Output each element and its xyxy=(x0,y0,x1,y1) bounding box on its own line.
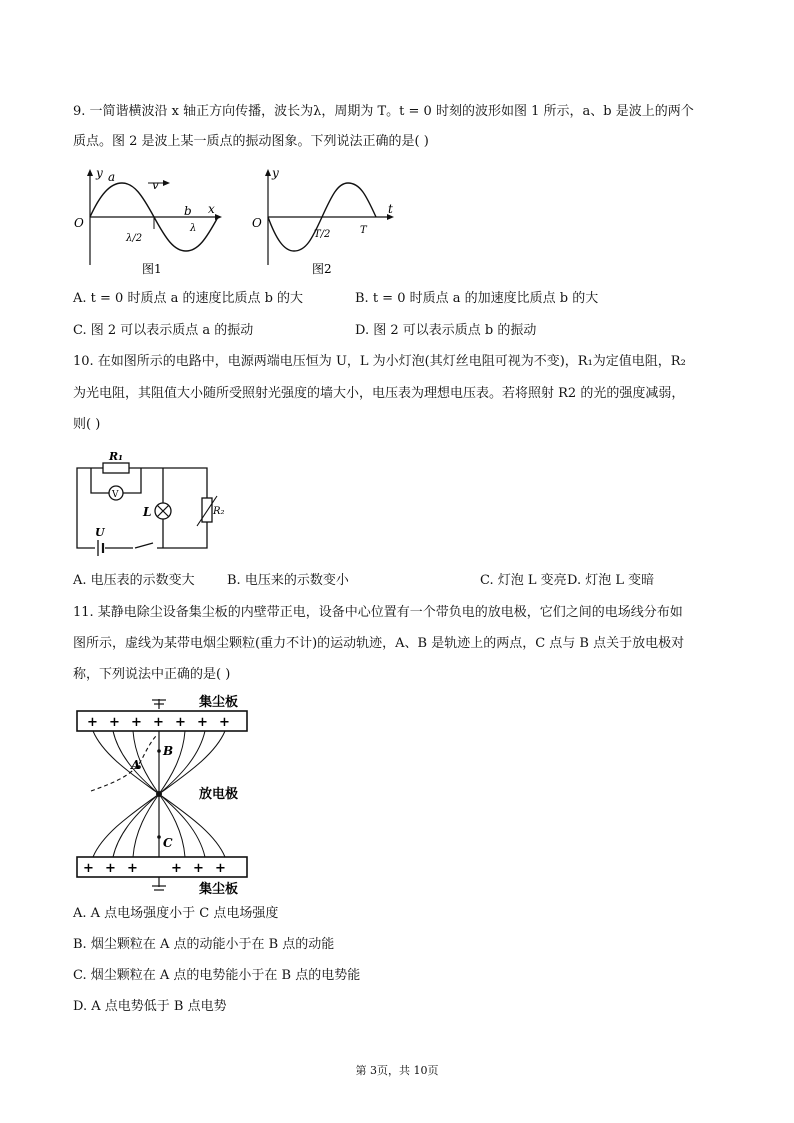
q11-stem-line-3: 称，下列说法中正确的是( ) xyxy=(73,667,231,682)
voltmeter-label: V xyxy=(112,490,119,500)
source-u-label: U xyxy=(95,526,105,539)
top-plate-plus-1: + xyxy=(87,715,98,730)
point-a-label: A xyxy=(131,758,141,772)
fig2-half-T-label: T/2 xyxy=(314,229,331,240)
q10-option-a[interactable]: A. 电压表的示数变大 xyxy=(73,573,195,588)
q10-stem-line-3: 则( ) xyxy=(73,417,101,432)
q9-option-c[interactable]: C. 图 2 可以表示质点 a 的振动 xyxy=(73,323,254,338)
q11-option-a[interactable]: A. A 点电场强度小于 C 点电场强度 xyxy=(73,906,279,921)
bottom-plate-plus-1: + xyxy=(83,861,94,876)
bottom-plate-plus-6: + xyxy=(215,861,226,876)
fig2-y-label: y xyxy=(272,166,279,180)
top-plate-plus-6: + xyxy=(197,715,208,730)
q10-option-b[interactable]: B. 电压来的示数变小 xyxy=(227,573,349,588)
fig1-b-label: b xyxy=(184,204,192,218)
q10-option-d[interactable]: D. 灯泡 L 变暗 xyxy=(567,573,655,588)
fig2-t-label: t xyxy=(388,202,393,216)
fig1-lambda-label: λ xyxy=(190,223,197,234)
q11-stem-line-1: 11. 某静电除尘设备集尘板的内壁带正电，设备中心位置有一个带负电的放电极，它们之间的电场线分布如 xyxy=(73,605,683,620)
r1-label: R₁ xyxy=(109,450,123,463)
bottom-plate-label: 集尘板 xyxy=(199,882,239,897)
q10-stem-line-1: 10. 在如图所示的电路中，电源两端电压恒为 U，L 为小灯泡(其灯丝电阻可视为不变)，R₁为定值电阻，R₂ xyxy=(73,354,686,369)
q9-option-d[interactable]: D. 图 2 可以表示质点 b 的振动 xyxy=(355,323,537,338)
q9-stem-line-2: 质点。图 2 是波上某一质点的振动图象。下列说法正确的是( ) xyxy=(73,134,429,149)
q11-electrostatic-figure xyxy=(73,695,263,895)
bottom-plate-plus-5: + xyxy=(193,861,204,876)
lamp-label: L xyxy=(143,505,152,519)
bottom-plate-plus-4: + xyxy=(171,861,182,876)
bottom-plate-plus-3: + xyxy=(127,861,138,876)
fig2-caption: 图2 xyxy=(312,262,332,276)
q9-figure-2 xyxy=(250,165,410,280)
q11-stem-line-2: 图所示，虚线为某带电烟尘颗粒(重力不计)的运动轨迹，A、B 是轨迹上的两点，C 点与 B 点关于放电极对 xyxy=(73,636,685,651)
r2-label: R₂ xyxy=(213,506,225,517)
fig1-caption: 图1 xyxy=(142,262,162,276)
q11-option-c[interactable]: C. 烟尘颗粒在 A 点的电势能小于在 B 点的电势能 xyxy=(73,968,361,983)
q9-figure-1 xyxy=(70,165,230,280)
fig1-o-label: O xyxy=(74,216,84,230)
q10-option-c[interactable]: C. 灯泡 L 变亮 xyxy=(480,573,567,588)
fig1-v-label: v xyxy=(152,178,159,192)
fig2-T-label: T xyxy=(360,225,367,236)
q10-circuit-diagram xyxy=(73,448,225,553)
top-plate-plus-4: + xyxy=(153,715,164,730)
fig1-x-label: x xyxy=(208,202,215,216)
q11-option-d[interactable]: D. A 点电势低于 B 点电势 xyxy=(73,999,227,1014)
fig2-o-label: O xyxy=(252,216,262,230)
q11-option-b[interactable]: B. 烟尘颗粒在 A 点的动能小于在 B 点的动能 xyxy=(73,937,335,952)
q10-stem-line-2: 为光电阻，其阻值大小随所受照射光强度的墙大小，电压表为理想电压表。若将照射 R2 的光的强度减弱， xyxy=(73,386,685,401)
top-plate-plus-5: + xyxy=(175,715,186,730)
bottom-plate-plus-2: + xyxy=(105,861,116,876)
point-b-label: B xyxy=(163,744,174,758)
q9-stem-line-1: 9. 一简谐横波沿 x 轴正方向传播，波长为λ，周期为 T。t = 0 时刻的波形如图 1 所示，a、b 是波上的两个 xyxy=(73,104,694,119)
top-plate-plus-3: + xyxy=(131,715,142,730)
fig1-a-label: a xyxy=(108,170,116,184)
fig1-y-label: y xyxy=(96,166,103,180)
page-footer: 第 3页，共 10页 xyxy=(355,1064,439,1077)
q9-option-b[interactable]: B. t = 0 时质点 a 的加速度比质点 b 的大 xyxy=(355,291,599,306)
q9-option-a[interactable]: A. t = 0 时质点 a 的速度比质点 b 的大 xyxy=(73,291,304,306)
top-plate-plus-2: + xyxy=(109,715,120,730)
fig1-half-lambda-label: λ/2 xyxy=(126,233,143,244)
point-c-label: C xyxy=(163,836,173,850)
top-plate-plus-7: + xyxy=(219,715,230,730)
top-plate-label: 集尘板 xyxy=(199,695,239,710)
electrode-label: 放电极 xyxy=(199,787,239,802)
